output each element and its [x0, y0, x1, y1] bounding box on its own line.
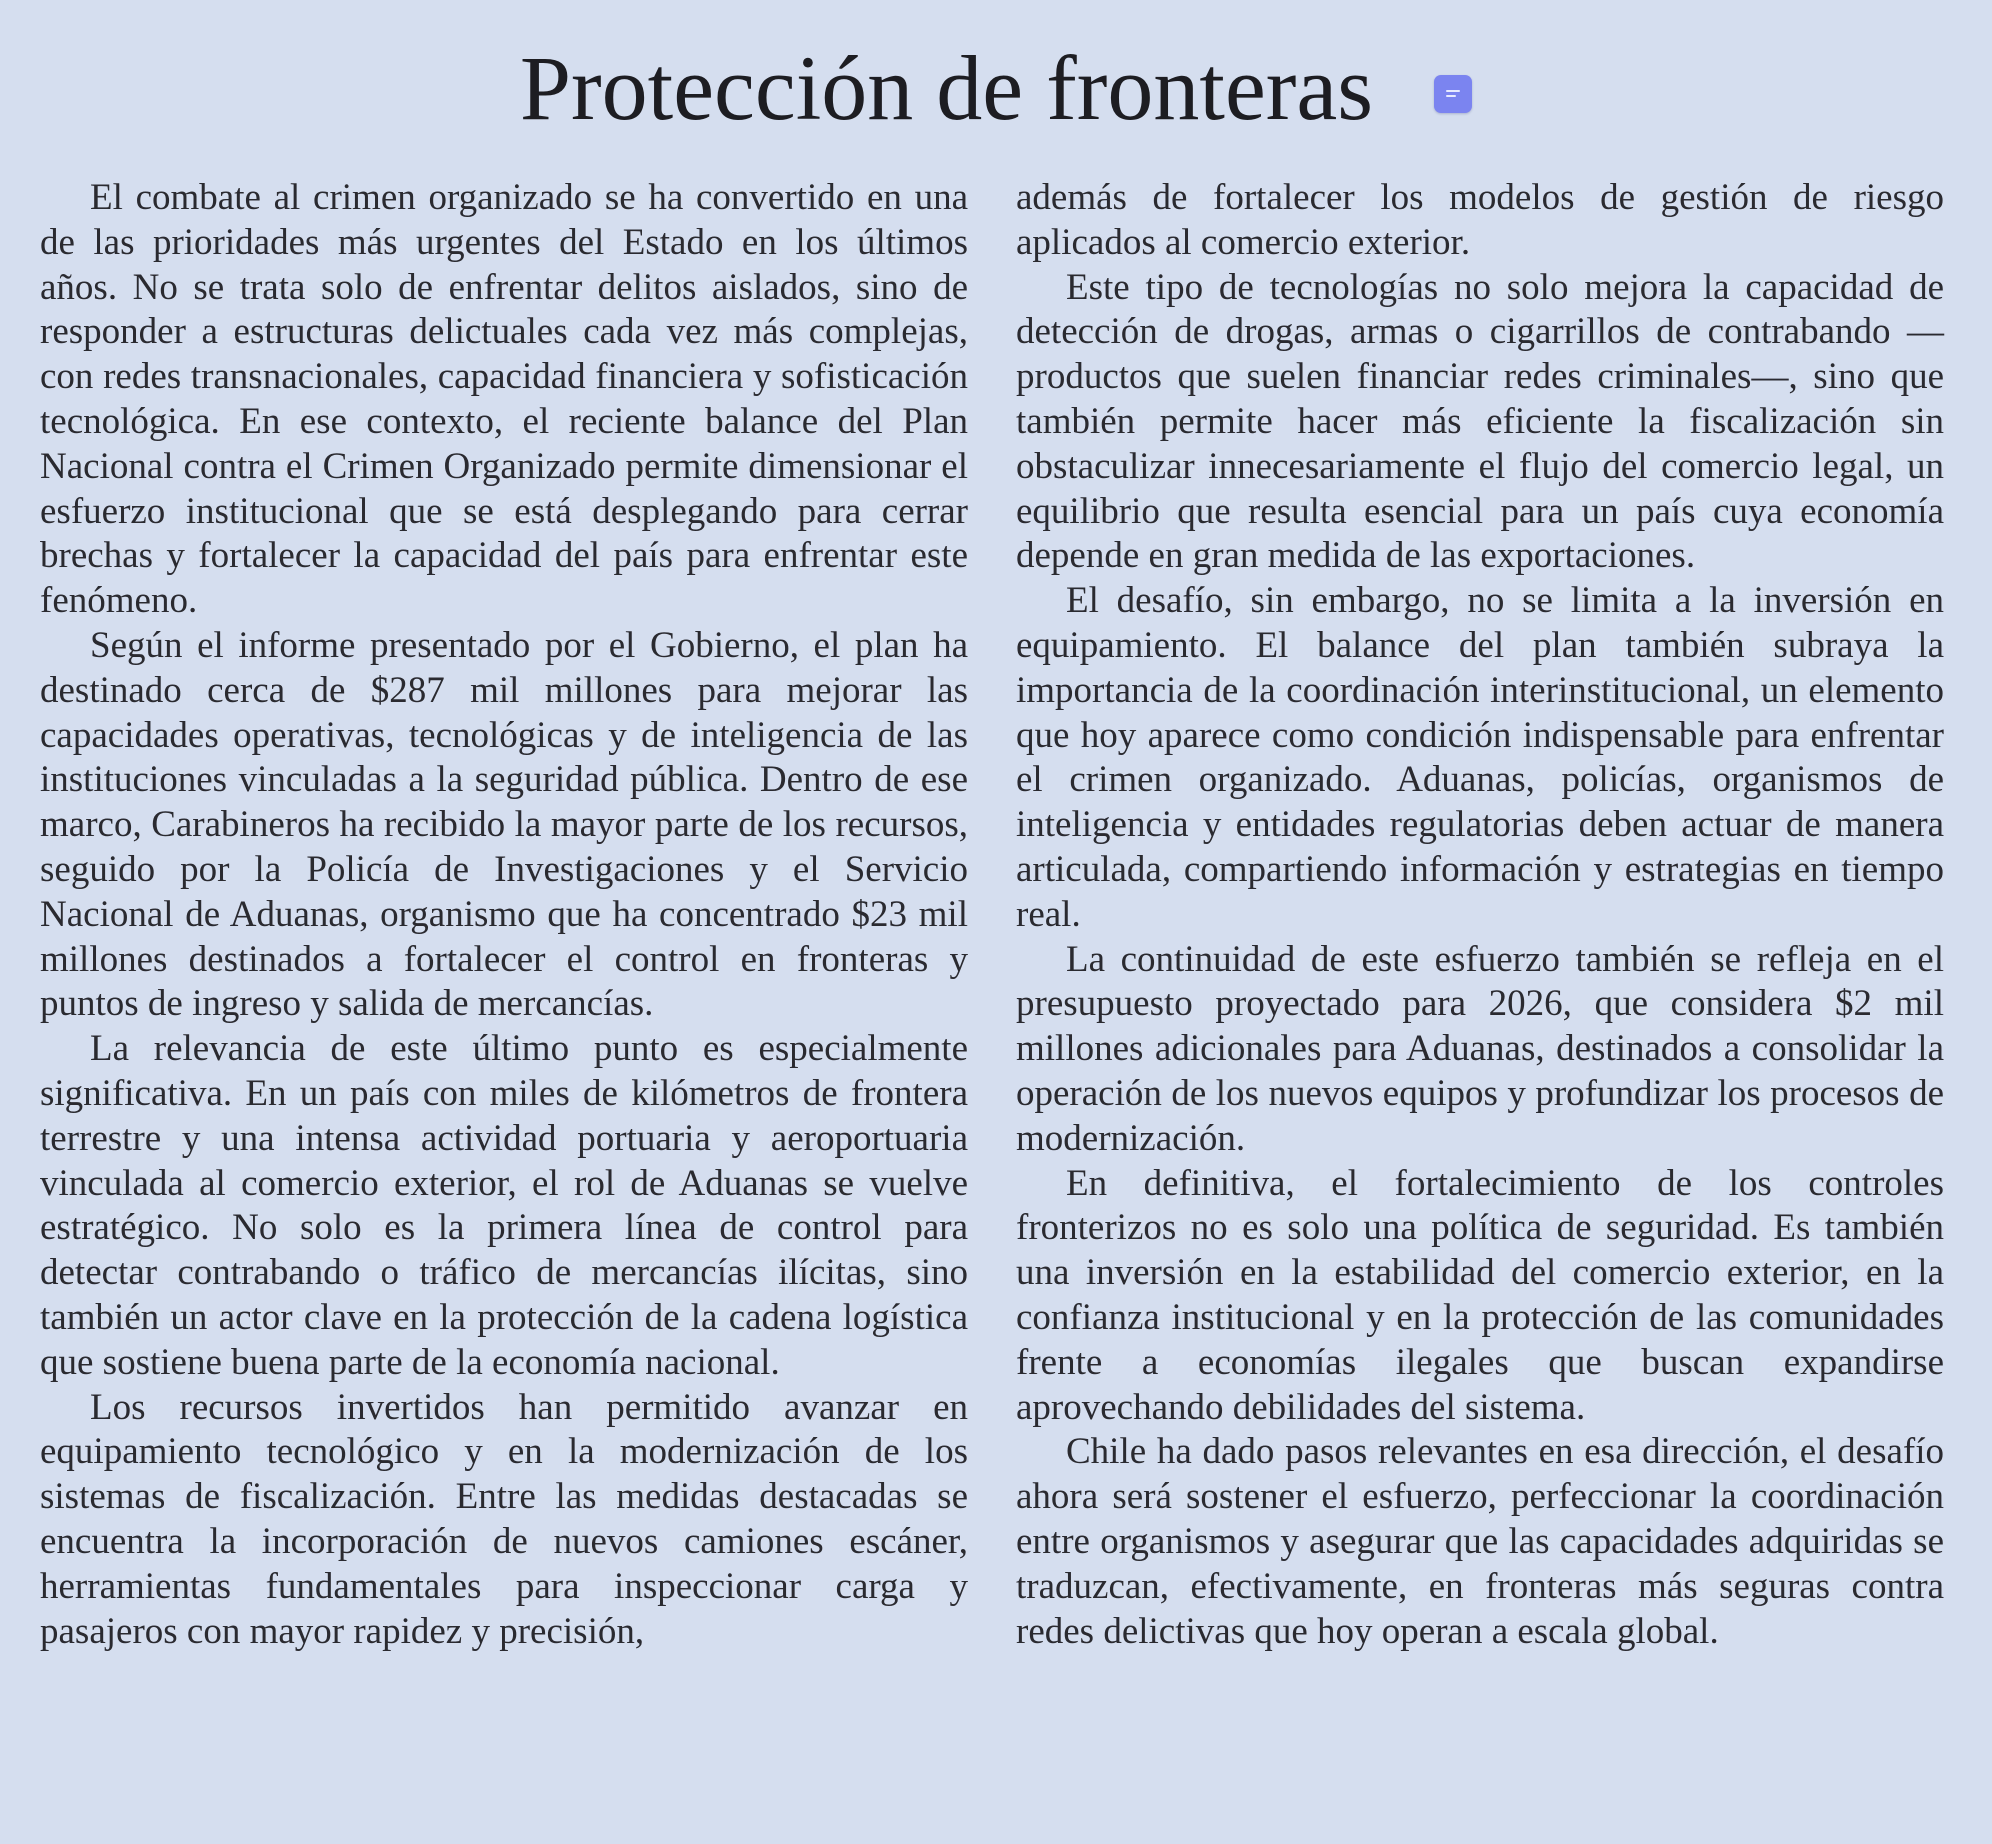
paragraph: Según el informe presentado por el Gobierno, el plan ha destinado cerca de $287 mil millones para mejorar las capacidades operativas, tecnológicas y de inteligencia de las instituciones vinculadas a la seguridad pública. Dentro de ese marco, Carabineros ha recibido la mayor parte de los recursos, seguido por la Policía de Investigaciones y el Servicio Nacional de Aduanas, organismo que ha concentrado $23 mil millones destinados a fortalecer el control en fronteras y puntos de ingreso y salida de mercancías. [40, 624, 968, 1025]
paragraph: El combate al crimen organizado se ha convertido en una de las prioridades más urgentes del Estado en los últimos años. No se trata solo de enfrentar delitos aislados, sino de responder a estructuras delictuales cada vez más complejas, con redes transnacionales, capacidad financiera y sofisticación tecnológica. En ese contexto, el reciente balance del Plan Nacional contra el Crimen Organizado permite dimensionar el esfuerzo institucional que se está desplegando para cerrar brechas y fortalecer la capacidad del país para enfrentar este fenómeno. [40, 177, 968, 622]
note-icon-line [1446, 90, 1460, 92]
paragraph: Los recursos invertidos han permitido avanzar en equipamiento tecnológico y en la modernización de los sistemas de fiscalización. Entre las medidas destacadas se encuentra la incorporación de nuevos camiones escáner, herramientas fundamentales para inspeccionar carga y pasajeros con mayor rapidez y precisión, [40, 1386, 968, 1652]
paragraph-continuation: además de fortalecer los modelos de gestión de riesgo aplicados al comercio exterior. [1016, 177, 1944, 263]
paragraph: Chile ha dado pasos relevantes en esa dirección, el desafío ahora será sostener el esfuerzo, perfeccionar la coordinación entre organismos y asegurar que las capacidades adquiridas se traduzcan, efectivamente, en fronteras más seguras contra redes delictivas que hoy operan a escala global. [1016, 1431, 1944, 1652]
paragraph: La continuidad de este esfuerzo también se refleja en el presupuesto proyectado para 2026, que considera $2 mil millones adicionales para Aduanas, destinados a consolidar la operación de los nuevos equipos y profundizar los procesos de modernización. [1016, 938, 1944, 1159]
right-column [1016, 176, 1944, 1816]
left-column [40, 176, 968, 1816]
paragraph: Este tipo de tecnologías no solo mejora la capacidad de detección de drogas, armas o cigarrillos de contrabando —productos que suelen financiar redes criminales—, sino que también permite hacer más eficiente la fiscalización sin obstaculizar innecesariamente el flujo del comercio legal, un equilibrio que resulta esencial para un país cuya economía depende en gran medida de las exportaciones. [1016, 266, 1944, 577]
paragraph: El desafío, sin embargo, no se limita a la inversión en equipamiento. El balance del plan también subraya la importancia de la coordinación interinstitucional, un elemento que hoy aparece como condición indispensable para enfrentar el crimen organizado. Aduanas, policías, organismos de inteligencia y entidades regulatorias deben actuar de manera articulada, compartiendo información y estrategias en tiempo real. [1016, 580, 1944, 935]
article-title: Protección de fronteras [519, 37, 1374, 139]
note-icon-line [1446, 95, 1456, 97]
title-row [0, 28, 1992, 148]
paragraph: La relevancia de este último punto es especialmente significativa. En un país con miles de kilómetros de frontera terrestre y una intensa actividad portuaria y aeroportuaria vinculada al comercio exterior, el rol de Aduanas se vuelve estratégico. No solo es la primera línea de control para detectar contrabando o tráfico de mercancías ilícitas, sino también un actor clave en la protección de la cadena logística que sostiene buena parte de la economía nacional. [40, 1028, 968, 1383]
article-body [40, 176, 1944, 1816]
paragraph: En definitiva, el fortalecimiento de los controles fronterizos no es solo una política de seguridad. Es también una inversión en la estabilidad del comercio exterior, en la confianza institucional y en la protección de las comunidades frente a economías ilegales que buscan expandirse aprovechando debilidades del sistema. [1016, 1162, 1944, 1428]
note-icon[interactable] [1434, 75, 1472, 113]
